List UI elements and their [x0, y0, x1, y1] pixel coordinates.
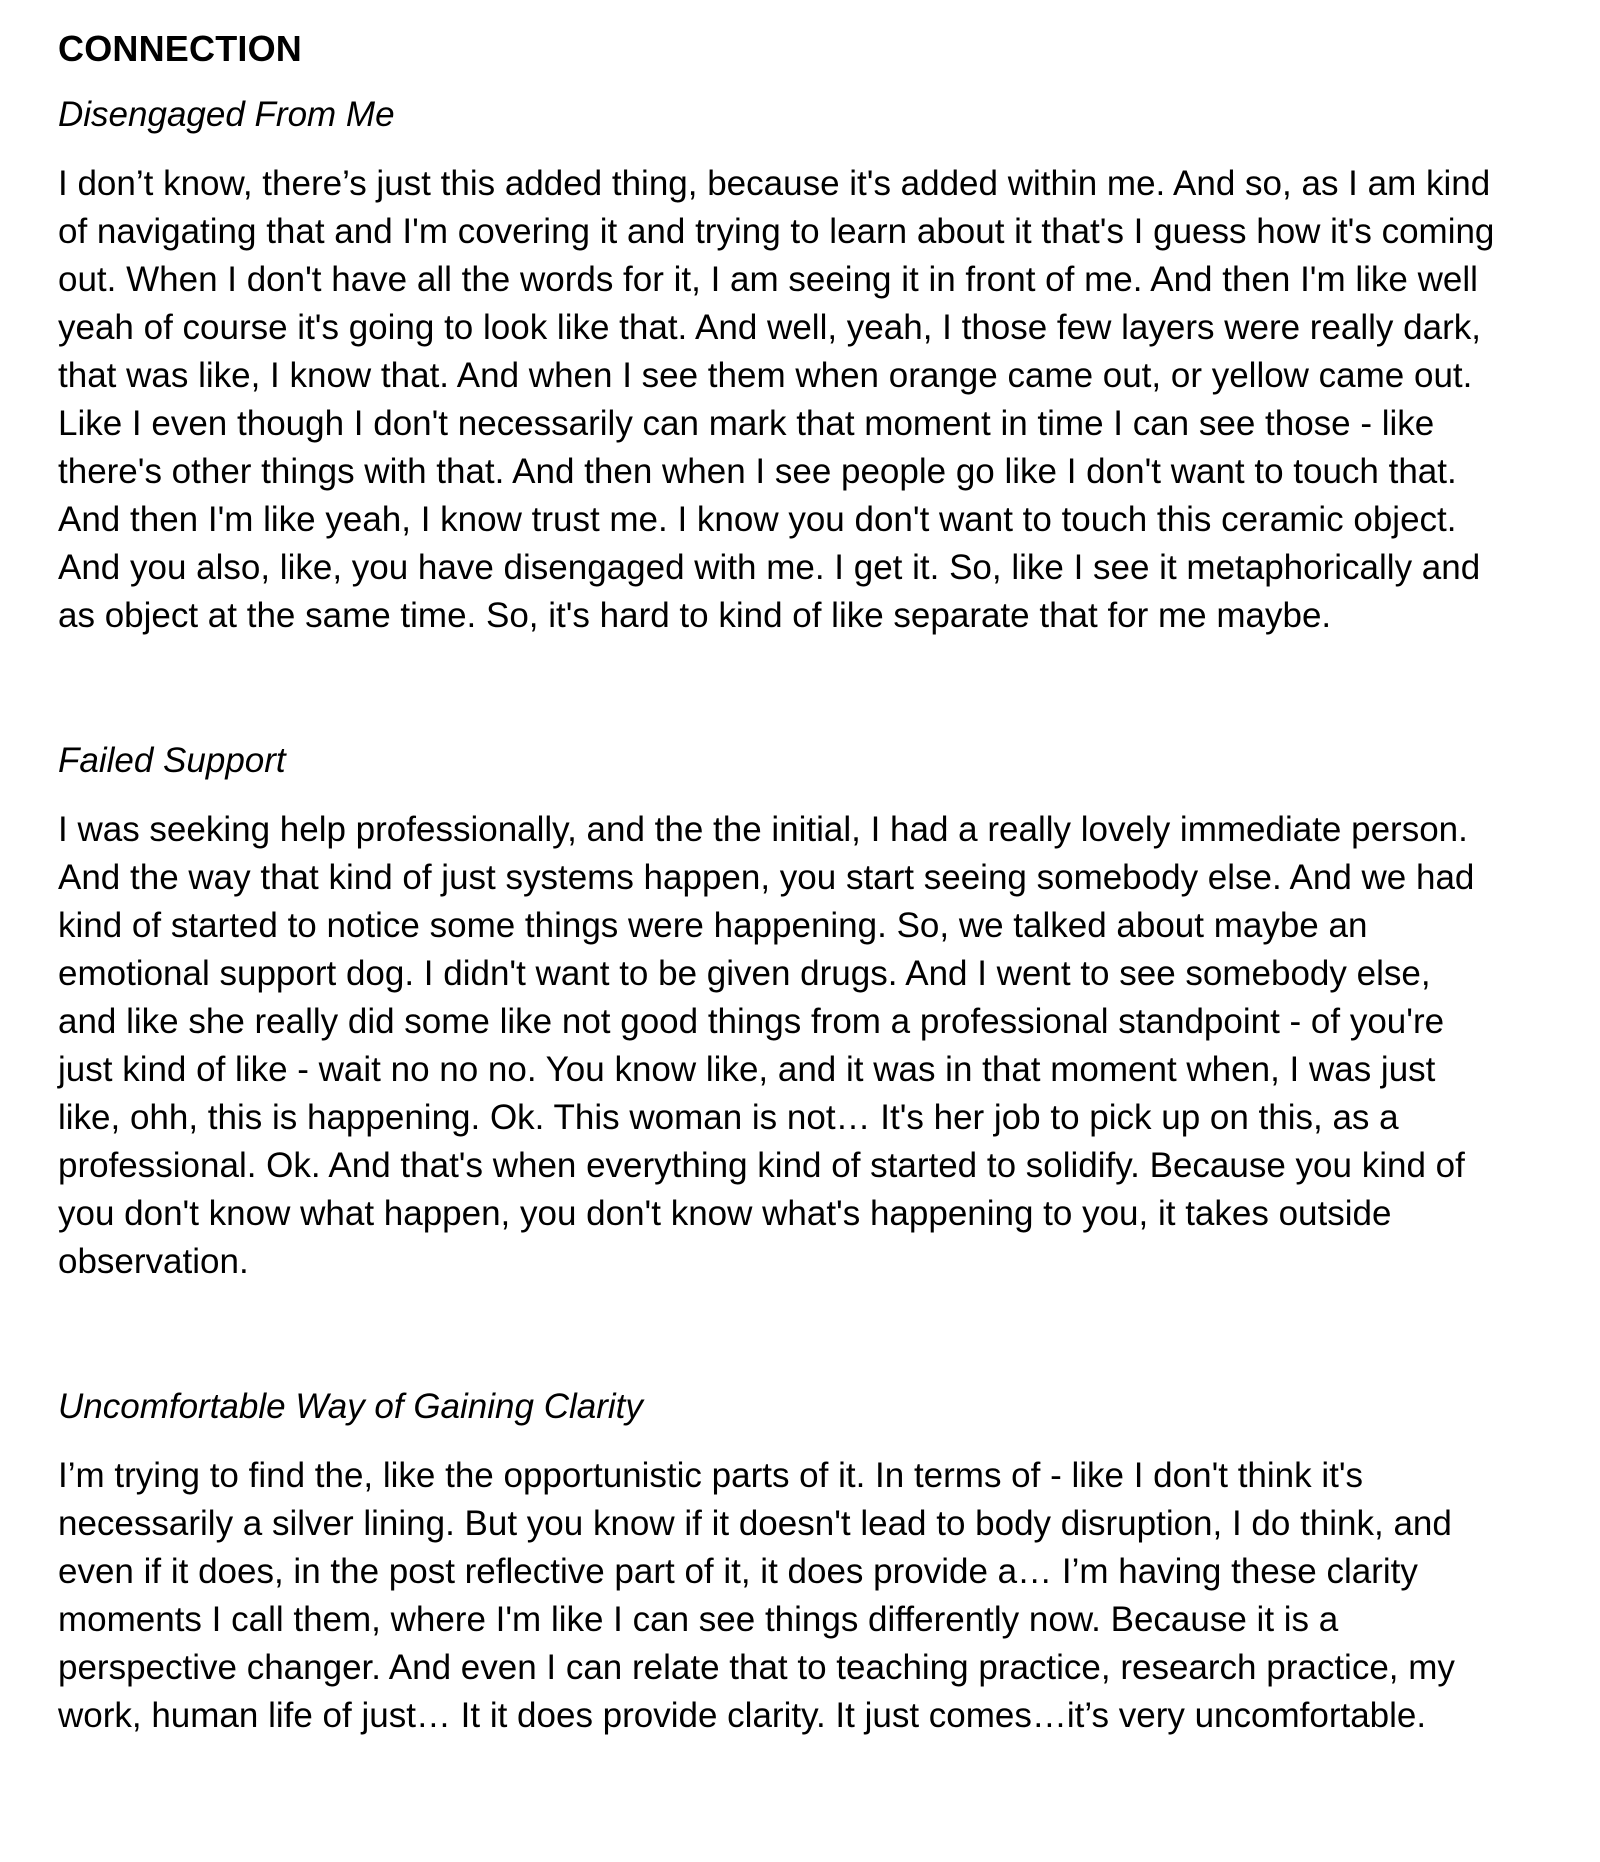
section-disengaged-from-me [58, 94, 1498, 640]
section-body: I don’t know, there’s just this added thing, because it's added within me. And so, as I am kind of navigating that and I'm covering it and trying to learn about it that's I guess how it's coming out. When I don't have all the words for it, I am seeing it in front of me. And then I'm like well yeah of course it's going to look like that. And well, yeah, I those few layers were really dark, that was like, I know that. And when I see them when orange came out, or yellow came out. Like I even though I don't necessarily can mark that moment in time I can see those - like there's other things with that. And then when I see people go like I don't want to touch that. And then I'm like yeah, I know trust me. I know you don't want to touch this ceramic object. And you also, like, you have disengaged with me. I get it. So, like I see it metaphorically and as object at the same time. So, it's hard to kind of like separate that for me maybe. [58, 164, 1495, 635]
section-failed-support [58, 740, 1498, 1286]
document-title: CONNECTION [58, 28, 302, 69]
section-heading: Disengaged From Me [58, 95, 395, 134]
section-body: I was seeking help professionally, and the the initial, I had a really lovely immediate person. And the way that kind of just systems happen, you start seeing somebody else. And we had kind of started to notice some things were happening. So, we talked about maybe an emotional support dog. I didn't want to be given drugs. And I went to see somebody else, and like she really did some like not good things from a professional standpoint - of you're just kind of like - wait no no no. You know like, and it was in that moment when, I was just like, ohh, this is happening. Ok. This woman is not… It's her job to pick up on this, as a professional. Ok. And that's when everything kind of started to solidify. Because you kind of you don't know what happen, you don't know what's happening to you, it takes outside observation. [58, 810, 1475, 1281]
section-body: I’m trying to find the, like the opportunistic parts of it. In terms of - like I don't think it's necessarily a silver lining. But you know if it doesn't lead to body disruption, I do think, and even if it does, in the post reflective part of it, it does provide a… I’m having these clarity moments I call them, where I'm like I can see things differently now. Because it is a perspective changer. And even I can relate that to teaching practice, research practice, my work, human life of just… It it does provide clarity. It just comes…it’s very uncomfortable. [58, 1456, 1455, 1735]
document-page [58, 28, 1498, 1740]
section-heading: Uncomfortable Way of Gaining Clarity [58, 1387, 643, 1426]
section-uncomfortable-way-of-gaining-clarity [58, 1386, 1498, 1740]
section-heading: Failed Support [58, 741, 286, 780]
